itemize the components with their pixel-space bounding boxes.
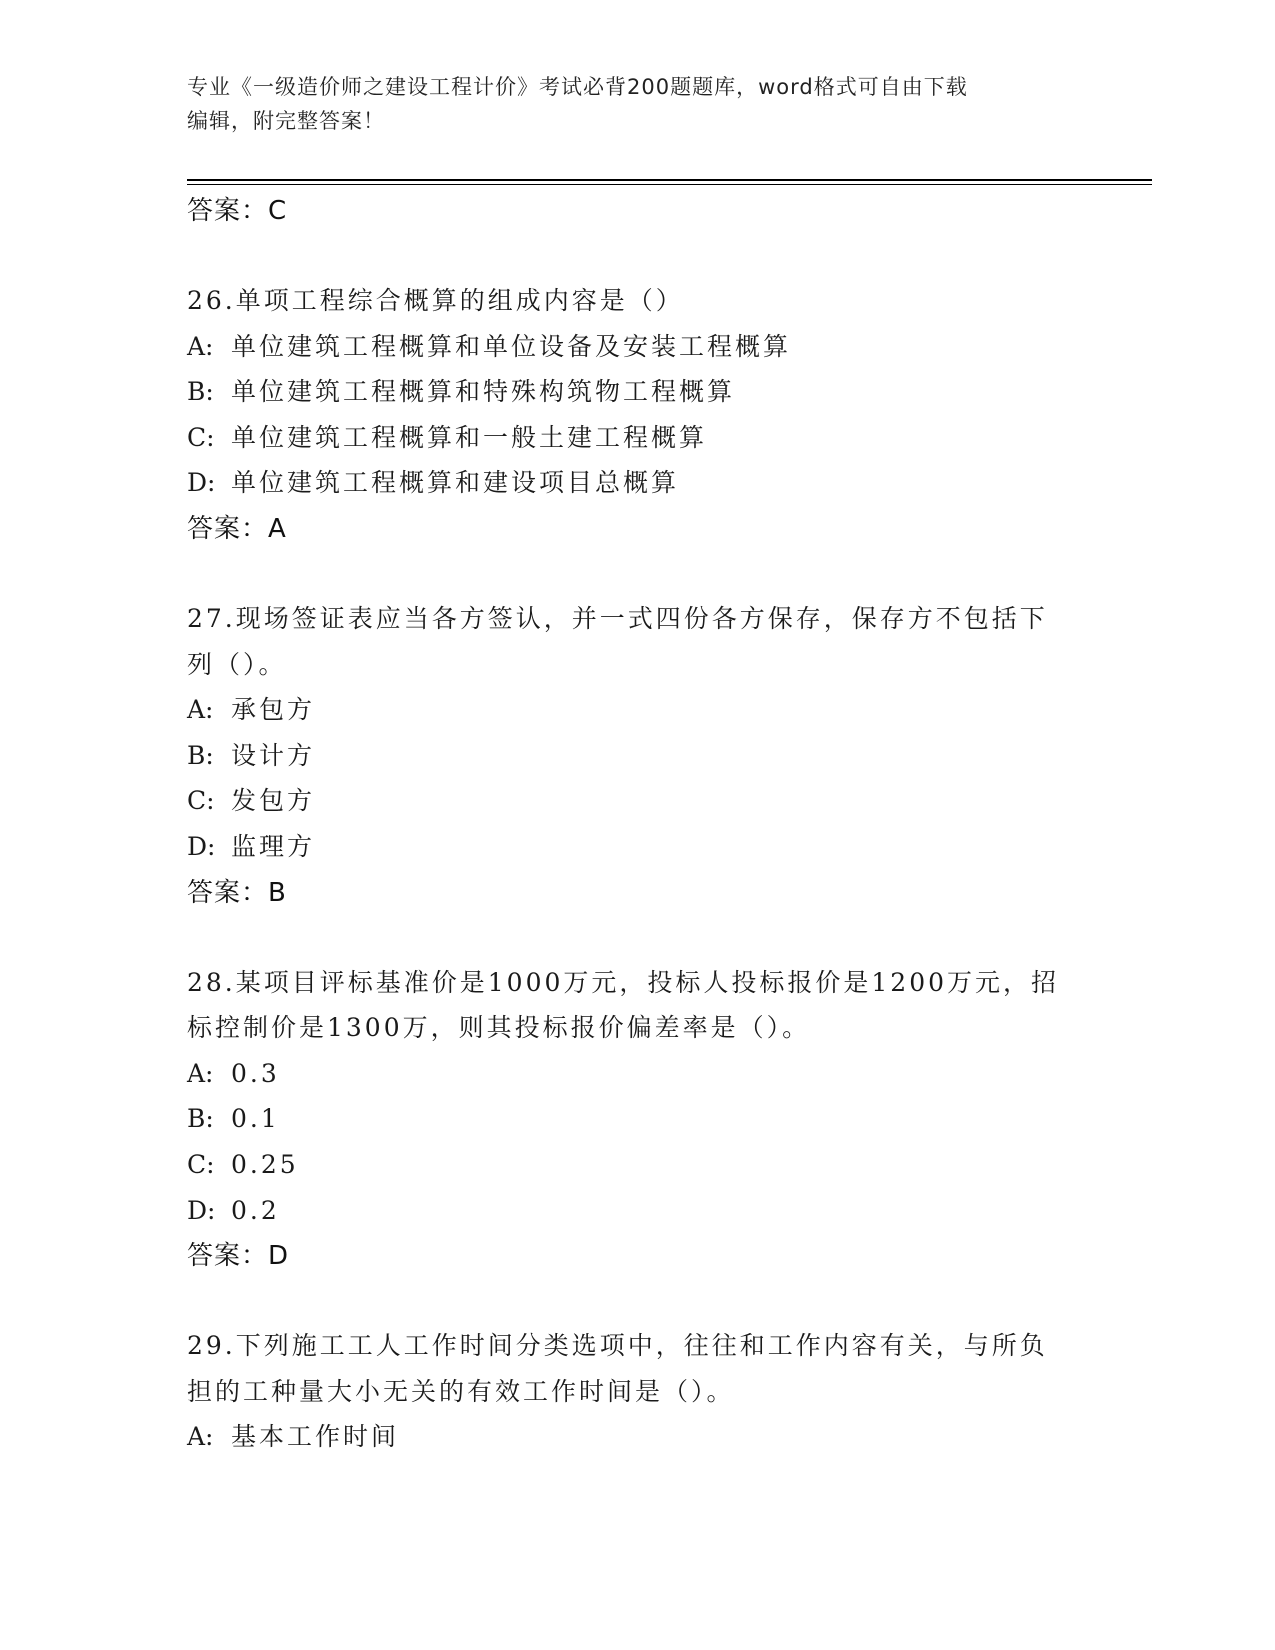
previous-answer: 答案：C: [187, 196, 288, 226]
header-line-1: 专业《一级造价师之建设工程计价》考试必背200题题库，word格式可自由下载: [187, 75, 968, 99]
option-text: 单位建筑工程概算和建设项目总概算: [231, 468, 680, 498]
option-b: [187, 1096, 1087, 1142]
option-text: 发包方: [231, 786, 316, 816]
option-text: 0.2: [231, 1195, 280, 1225]
question-text: 28.某项目评标基准价是1000万元，投标人投标报价是1200万元，招: [187, 967, 1060, 997]
option-label: C:: [187, 1149, 215, 1179]
question-text-continued: 标控制价是1300万，则其投标报价偏差率是（）。: [187, 1013, 811, 1043]
option-text: 单位建筑工程概算和特殊构筑物工程概算: [231, 377, 736, 407]
option-d: [187, 1188, 1087, 1234]
option-text: 0.3: [231, 1058, 280, 1088]
option-label: A:: [187, 1058, 214, 1088]
answer: 答案：B: [187, 877, 287, 908]
answer: 答案：D: [187, 1241, 290, 1272]
option-c: [187, 1142, 1087, 1188]
option-d: [187, 824, 1087, 870]
option-c: [187, 415, 1087, 461]
option-c: [187, 778, 1087, 824]
header-rule-thin: [187, 184, 1152, 185]
option-label: B:: [187, 1104, 214, 1134]
option-text: 单位建筑工程概算和一般土建工程概算: [231, 422, 708, 452]
question-text-continued: 列（）。: [187, 649, 287, 679]
option-label: A:: [187, 331, 214, 361]
option-label: C:: [187, 786, 215, 816]
option-text: 基本工作时间: [231, 1422, 400, 1452]
question-29: [187, 1323, 1087, 1460]
option-b: [187, 733, 1087, 779]
option-a: [187, 1051, 1087, 1097]
answer: 答案：A: [187, 513, 287, 544]
option-label: A:: [187, 1422, 214, 1452]
option-label: D:: [187, 1195, 216, 1225]
question-26: [187, 278, 1087, 552]
question-28: [187, 960, 1087, 1280]
option-b: [187, 369, 1087, 415]
option-label: D:: [187, 468, 216, 498]
question-text-continued: 担的工种量大小无关的有效工作时间是（）。: [187, 1376, 735, 1406]
option-text: 设计方: [231, 740, 316, 770]
option-text: 0.1: [231, 1104, 280, 1134]
option-label: A:: [187, 695, 214, 725]
question-text: 27.现场签证表应当各方签认，并一式四份各方保存，保存方不包括下: [187, 603, 1048, 633]
option-text: 监理方: [231, 831, 316, 861]
option-a: [187, 687, 1087, 733]
option-label: B:: [187, 740, 214, 770]
option-a: [187, 1414, 1087, 1460]
question-text: 29.下列施工工人工作时间分类选项中，往往和工作内容有关，与所负: [187, 1331, 1048, 1361]
question-27: [187, 596, 1087, 916]
header-rule-thick: [187, 179, 1152, 181]
option-text: 单位建筑工程概算和单位设备及安装工程概算: [231, 331, 792, 361]
option-text: 0.25: [231, 1149, 299, 1179]
option-label: D:: [187, 831, 216, 861]
option-label: B:: [187, 377, 214, 407]
document-header: [187, 70, 1067, 138]
question-text: 26.单项工程综合概算的组成内容是（）: [187, 286, 684, 315]
option-text: 承包方: [231, 695, 316, 725]
option-d: [187, 460, 1087, 506]
option-label: C:: [187, 422, 215, 452]
document-body: [187, 188, 1087, 1460]
header-line-2: 编辑，附完整答案！: [187, 109, 385, 133]
option-a: [187, 324, 1087, 370]
